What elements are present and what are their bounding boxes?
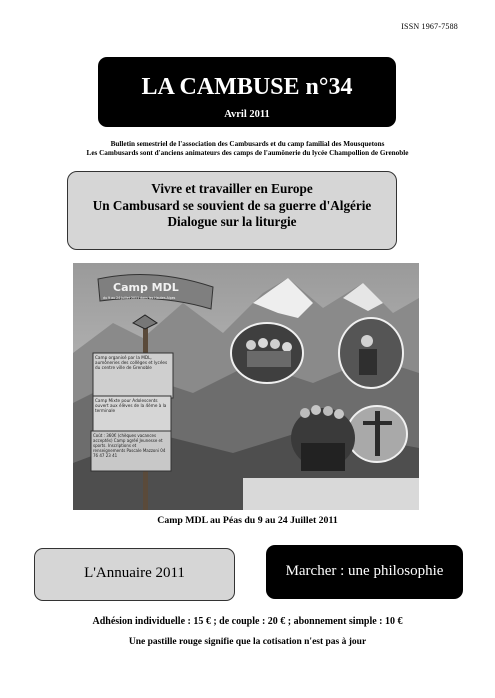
topic-3: Dialogue sur la liturgie [167,214,297,229]
magazine-title: LA CAMBUSE n°34 [141,74,353,100]
info-board-3 [91,431,171,471]
philosophie-label: Marcher : une philosophie [285,563,444,579]
group-photo-circle [231,323,303,383]
board-text-1: Camp organisé par la MDL, aumôneries des collèges et lycées du centre ville de Grenoble [95,355,168,371]
climbers-photo-circle [339,318,403,388]
annuaire-label: L'Annuaire 2011 [84,565,185,581]
sign-title: Camp MDL [113,281,179,294]
membership-note: Une pastille rouge signifie que la cotisation n'est pas à jour [128,637,367,647]
title-banner [98,57,396,127]
annuaire-box [34,548,235,601]
topics-box [67,171,397,250]
issn-number: ISSN 1967-7588 [401,22,458,31]
info-board-1 [93,353,173,398]
board-text-2: Camp Mixte pour Adolescents ouvert aux élèves de la 4ème à la terminale [95,398,167,414]
topic-2: Un Cambusard se souvient de sa guerre d'Algérie [92,197,372,213]
cross-photo-circle [347,406,407,462]
subtitle-line-2: Les Cambusards sont d'anciens animateurs des camps de l'aumônerie du lycée Champollion de Grenoble [86,149,409,157]
topic-1: Vivre et travailler en Europe [151,181,313,196]
photo-caption: Camp MDL au Péas du 9 au 24 Juillet 2011 [157,515,338,526]
sign-subtitle: du 9 au 24 Juillet 2011 dans les Hautes-Alpes [103,296,176,300]
membership-fees: Adhésion individuelle : 15 € ; de couple : 20 € ; abonnement simple : 10 € [92,616,403,627]
info-board-2 [93,396,171,433]
board-text-3: Coût : 360€ (chèques vacances acceptés) Camp agréé Jeunesse et sports. Inscriptions et renseignements Pascale Mazzoni 04 76 47 23 41 [93,433,166,458]
camp-photo-collage [73,263,419,510]
philosophie-box [266,545,463,599]
subtitle-line-1: Bulletin semestriel de l'association des Cambusards et du camp familial des Mousquetons [110,140,385,148]
issue-date: Avril 2011 [224,109,270,120]
